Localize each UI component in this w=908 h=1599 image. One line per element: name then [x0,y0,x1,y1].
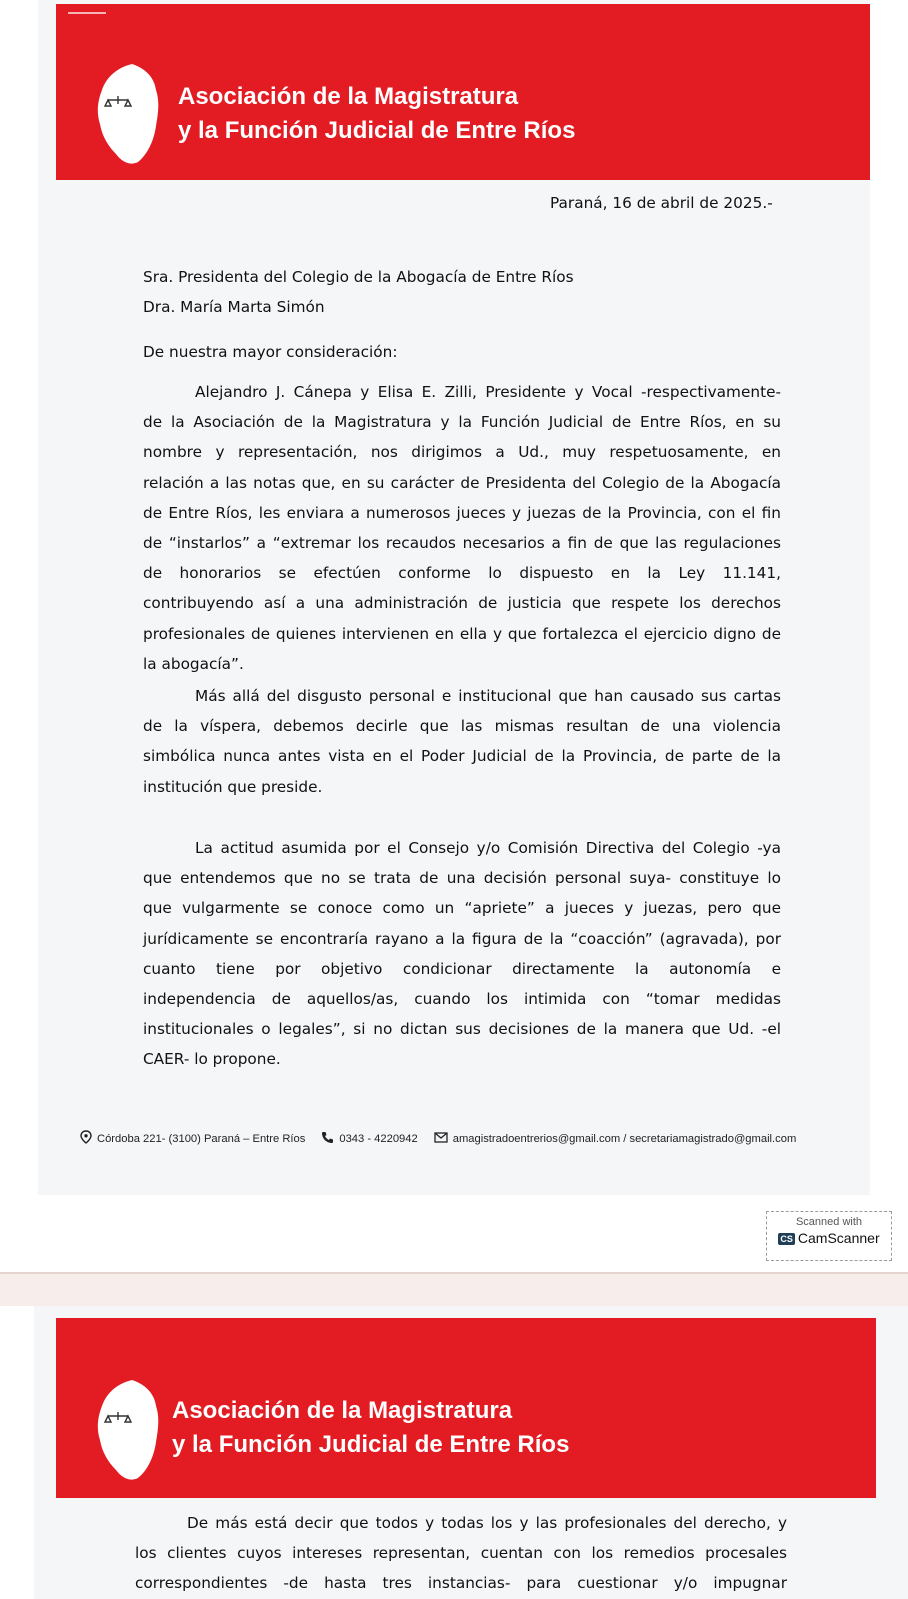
mail-icon [434,1131,448,1146]
footer-emails: amagistradoentrerios@gmail.com / secretariamagistrado@gmail.com [452,1132,797,1145]
page2-paragraph-1 [135,1508,787,1599]
location-pin-icon [80,1130,92,1147]
greeting: De nuestra mayor consideración: [143,343,398,361]
paragraph-line: independencia de aquellos/as, cuando los intimida con “tomar medidas [143,989,781,1008]
paragraph-line: Alejandro J. Cánepa y Elisa E. Zilli, Presidente y Vocal -respectivamente- [195,383,781,401]
paragraph-line: de la Asociación de la Magistratura y la Función Judicial de Entre Ríos, en su [143,413,781,432]
paragraph-line: cuanto tiene por objetivo condicionar directamente la autonomía e [143,959,781,978]
paragraph-line: nombre y representación, nos dirigimos a Ud., muy respetuosamente, en [143,443,781,462]
camscanner-badge [766,1211,892,1261]
paragraph-2 [143,681,781,802]
paragraph-line: de honorarios se efectúen conforme lo dispuesto en la Ley 11.141, [143,564,781,583]
paragraph-line: institucionales o legales”, si no dictan sus decisiones de la manera que Ud. -el [143,1020,781,1039]
paragraph-line: de Entre Ríos, les enviara a numerosos jueces y juezas de la Provincia, con el fin [143,503,781,522]
paragraph-line: jurídicamente se encontraría rayano a la figura de la “coacción” (agravada), por [143,929,781,948]
banner-mark [68,12,106,14]
page-separator [0,1272,908,1306]
organization-name [178,80,575,148]
org-line-2: y la Función Judicial de Entre Ríos [172,1431,570,1458]
paragraph-line: institución que preside. [143,777,323,796]
org-line-2: y la Función Judicial de Entre Ríos [178,117,576,144]
org-line-1: Asociación de la Magistratura [178,83,519,110]
footer-phone: 0343 - 4220942 [339,1132,418,1145]
paragraph-line: la abogacía”. [143,654,244,673]
org-line-1: Asociación de la Magistratura [172,1397,513,1424]
letter-footer [80,1130,850,1147]
paragraph-1 [143,377,781,679]
paragraph-line: que vulgarmente se conoce como un “apriete” a jueces y juezas, pero que [143,899,781,918]
paragraph-line: los clientes cuyos intereses representan, cuentan con los remedios procesales [135,1544,787,1563]
paragraph-line: CAER- lo propone. [143,1050,281,1069]
paragraph-line: Más allá del disgusto personal e institucional que han causado sus cartas [195,687,781,705]
paragraph-line: La actitud asumida por el Consejo y/o Comisión Directiva del Colegio -ya [195,839,781,857]
page-separator-line [0,1272,908,1274]
phone-icon [321,1131,334,1147]
paragraph-3 [143,833,781,1075]
paragraph-line: de la víspera, debemos decirle que las mismas resultan de una violencia [143,717,781,736]
scanned-with-label: Scanned with [795,1216,863,1228]
entre-rios-map-scales-icon [94,62,164,166]
letter-date: Paraná, 16 de abril de 2025.- [550,194,773,212]
paragraph-line: que entendemos que no se trata de una decisión personal suya- constituye lo [143,869,781,888]
footer-address: Córdoba 221- (3100) Paraná – Entre Ríos [97,1132,306,1145]
camscanner-logo-icon: CS [780,1234,793,1244]
paragraph-line: simbólica nunca antes vista en el Poder Judicial de la Provincia, de parte de la [143,747,781,766]
addressee-title: Sra. Presidenta del Colegio de la Abogacía de Entre Ríos [143,268,574,286]
paragraph-line: relación a las notas que, en su carácter de Presidenta del Colegio de la Abogacía [143,473,781,492]
addressee-name: Dra. María Marta Simón [143,298,325,316]
paragraph-line: profesionales de quienes intervienen en ella y que fortalezca el ejercicio digno de [143,624,781,643]
paragraph-line: De más está decir que todos y todas los y las profesionales del derecho, y [187,1514,787,1532]
organization-name [172,1394,569,1462]
paragraph-line: contribuyendo así a una administración de justicia que respete los derechos [143,594,781,613]
camscanner-label: CamScanner [797,1230,880,1246]
paragraph-line: de “instarlos” a “extremar los recaudos necesarios a fin de que las regulaciones [143,533,781,552]
entre-rios-map-scales-icon [94,1378,164,1482]
paragraph-line: correspondientes -de hasta tres instancias- para cuestionar y/o impugnar [135,1574,787,1593]
